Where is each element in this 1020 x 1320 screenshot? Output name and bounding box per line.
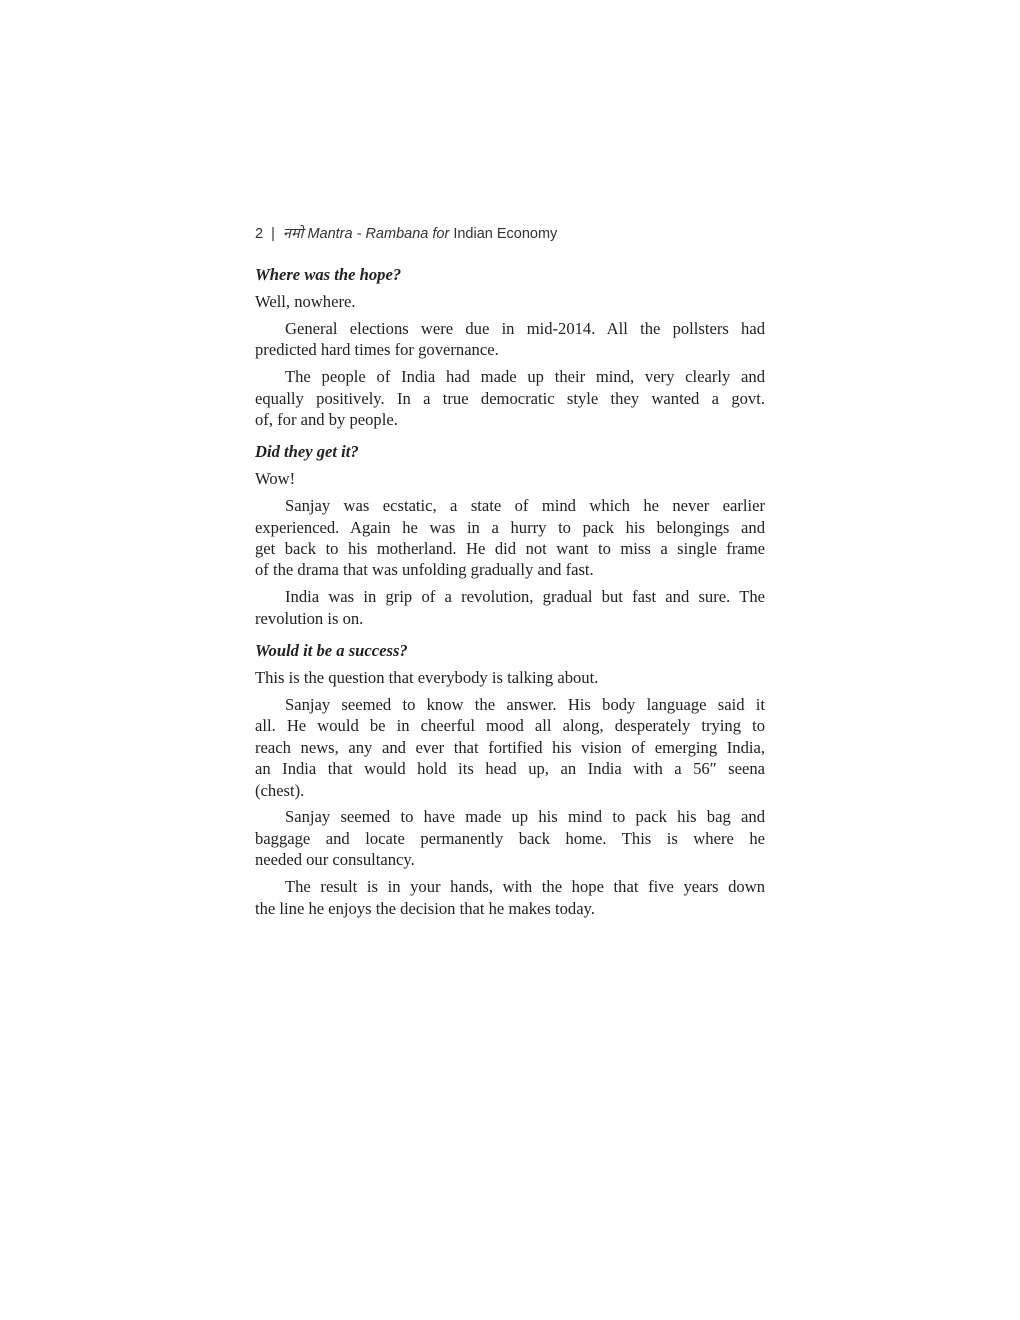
section-heading: Where was the hope? [255, 265, 402, 284]
section-heading: Would it be a success? [255, 641, 408, 661]
text-line: get back to his motherland. He did not want to miss a single frame [255, 538, 765, 558]
paragraph [255, 495, 765, 581]
text-line: Sanjay seemed to have made up his mind to pack his bag and [285, 807, 765, 827]
section-heading: Did they get it? [255, 442, 359, 462]
page-number: 2 [255, 226, 264, 242]
header-title-italic: Mantra - Rambana for [307, 226, 450, 242]
text-line: This is the question that everybody is talking about. [255, 668, 599, 687]
paragraph [255, 291, 765, 312]
text-line: India was in grip of a revolution, gradual but fast and sure. The [285, 587, 765, 607]
text-line: Wow! [255, 469, 296, 489]
header-title-rest: Indian Economy [453, 226, 558, 242]
paragraph [255, 366, 765, 430]
text-line: baggage and locate permanently back home. This is where he [255, 828, 765, 848]
text-line: Sanjay was ecstatic, a state of mind which he never earlier [285, 496, 765, 516]
text-line: The result is in your hands, with the hope that five years down [285, 877, 765, 897]
text-line: experienced. Again he was in a hurry to pack his belongings and [255, 517, 765, 537]
text-line: reach news, any and ever that fortified his vision of emerging India, [255, 737, 765, 757]
header-devanagari: नमो [282, 226, 304, 242]
text-line: Sanjay seemed to know the answer. His body language said it [285, 694, 765, 714]
body-text [255, 264, 765, 919]
text-line: predicted hard times for governance. [255, 340, 499, 360]
text-line: revolution is on. [255, 608, 364, 628]
text-line: the line he enjoys the decision that he makes today. [255, 898, 595, 918]
text-line: all. He would be in cheerful mood all along, desperately trying to [255, 716, 765, 736]
header-separator: | [271, 226, 275, 242]
running-header [255, 223, 557, 243]
text-line: of, for and by people. [255, 409, 398, 429]
paragraph [255, 806, 765, 870]
paragraph [255, 667, 765, 688]
text-line: of the drama that was unfolding gradually and fast. [255, 560, 594, 580]
text-line: The people of India had made up their mind, very clearly and [285, 367, 765, 387]
paragraph [255, 318, 765, 361]
paragraph [255, 694, 765, 801]
paragraph [255, 586, 765, 629]
paragraph [255, 876, 765, 919]
text-line: (chest). [255, 780, 305, 800]
text-line: needed our consultancy. [255, 850, 415, 870]
text-line: equally positively. In a true democratic style they wanted a govt. [255, 388, 765, 408]
paragraph [255, 468, 765, 489]
text-line: Well, nowhere. [255, 291, 356, 311]
text-line: General elections were due in mid-2014. All the pollsters had [285, 318, 765, 338]
text-line: an India that would hold its head up, an India with a 56″ seena [255, 759, 765, 779]
